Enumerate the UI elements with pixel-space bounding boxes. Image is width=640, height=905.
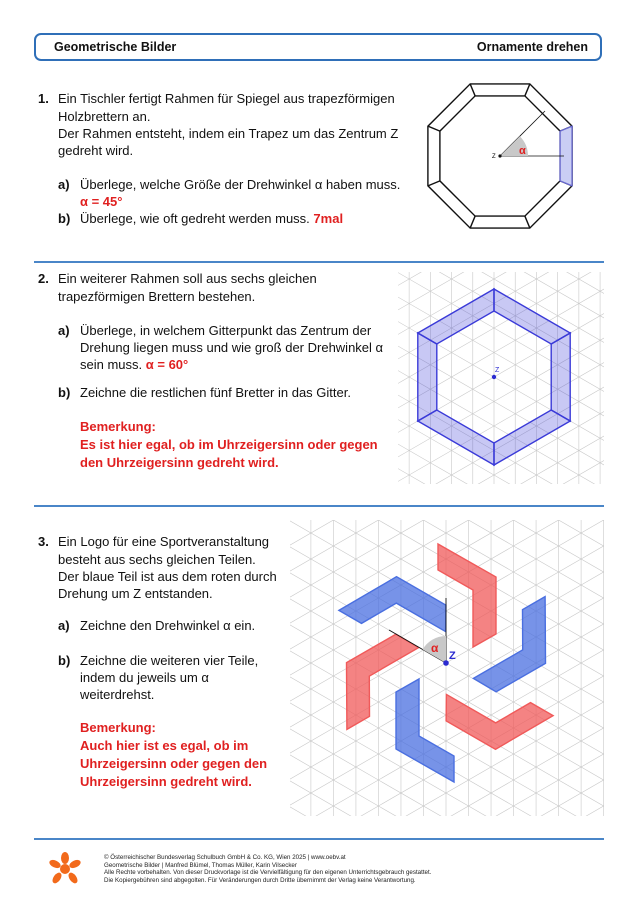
task3-line1: Ein Logo für eine Sportveranstaltung (58, 534, 270, 549)
task2a-answer: α = 60° (145, 357, 189, 372)
octagon-seam (428, 126, 440, 131)
footer-copyright (104, 854, 431, 884)
task3b-line3: weiterdrehst. (80, 687, 155, 702)
red-logo-part (446, 694, 553, 749)
task1a-label: a) (58, 177, 70, 192)
divider-1 (34, 261, 604, 263)
task1b-question: Überlege, wie oft gedreht werden muss. (80, 211, 310, 226)
angle-label: α (431, 641, 439, 655)
center-point (492, 375, 496, 379)
task3-remark-line1: Auch hier ist es egal, ob im (80, 738, 249, 753)
task2-remark-title: Bemerkung: (80, 419, 156, 434)
task2a-line2: Drehung liegen muss und wie groß der Drehwinkel α (80, 340, 384, 355)
octagon-frame-figure (424, 80, 584, 240)
task3-remark-line2: Uhrzeigersinn oder gegen den (80, 756, 268, 771)
octagon-seam (525, 216, 530, 228)
task3b-line2: indem du jeweils um α (80, 670, 209, 685)
frame-board (418, 333, 437, 421)
publisher-logo (48, 852, 82, 886)
task1a-answer: α = 45° (80, 194, 123, 209)
octagon-seam (428, 181, 440, 186)
divider-3 (34, 838, 604, 840)
task2a-line1: Überlege, in welchem Gitterpunkt das Zentrum der (80, 323, 372, 338)
task1-number: 1. (38, 91, 49, 106)
blue-logo-part (396, 679, 454, 782)
task1-line3: Der Rahmen entsteht, indem ein Trapez um das Zentrum Z (58, 126, 399, 141)
octagon-seam (470, 84, 475, 96)
center-label: Z (495, 367, 500, 374)
task1-line2: Holzbrettern an. (58, 109, 151, 124)
footer-line-3: Alle Rechte vorbehalten. Von dieser Druckvorlage ist die Vervielfältigung für den eigenen Unterrichtsgebrauch gestattet. (104, 869, 432, 877)
task1-line4: gedreht wird. (58, 143, 134, 158)
octagon-seam (470, 216, 475, 228)
task1a-text: Überlege, welche Größe der Drehwinkel α haben muss. (80, 177, 401, 192)
task3-line2: besteht aus sechs gleichen Teilen. (58, 552, 256, 567)
header-title-left: Geometrische Bilder (54, 40, 177, 54)
task2a-line3-text: sein muss. (80, 357, 143, 372)
task2-line2: trapezförmigen Brettern bestehen. (58, 289, 256, 304)
blue-logo-part (339, 577, 446, 632)
angle-label: α (519, 145, 526, 157)
divider-2 (34, 505, 604, 507)
center-label: Z (492, 154, 496, 160)
footer-line-4: Die Kopiergebühren sind abgegolten. Für Veränderungen durch Dritte übernimmt der Verlag keine Verantwortung. (104, 876, 416, 884)
task3-line4: Drehung um Z entstanden. (58, 586, 213, 601)
red-logo-part (438, 544, 496, 647)
footer-line-2: Geometrische Bilder | Manfred Blümel, Thomas Müller, Karin Vilsecker (104, 861, 297, 869)
task3-remark-title: Bemerkung: (80, 720, 156, 735)
task1-line1: Ein Tischler fertigt Rahmen für Spiegel aus trapezförmigen (58, 91, 395, 106)
header-title-right: Ornamente drehen (476, 40, 588, 54)
task3-remark-line3: Uhrzeigersinn gedreht wird. (80, 774, 252, 789)
task3-number: 3. (38, 534, 49, 549)
frame-board (551, 333, 570, 421)
task2-remark-line2: den Uhrzeigersinn gedreht wird. (80, 455, 279, 470)
task2-line1: Ein weiterer Rahmen soll aus sechs gleichen (58, 271, 317, 286)
center-point (498, 154, 501, 157)
task3-line3: Der blaue Teil ist aus dem roten durch (58, 569, 277, 584)
task3a-text: Zeichne den Drehwinkel α ein. (80, 618, 256, 633)
task2a-line3 (80, 356, 188, 374)
task2a-label: a) (58, 323, 70, 338)
task1b-label: b) (58, 211, 71, 226)
task1b-text (80, 210, 343, 228)
task2b-label: b) (58, 385, 71, 400)
task3b-label: b) (58, 653, 71, 668)
sport-logo-figure (290, 520, 604, 816)
task3a-label: a) (58, 618, 70, 633)
task2b-text: Zeichne die restlichen fünf Bretter in das Gitter. (80, 385, 351, 400)
octagon-seam (525, 84, 530, 96)
task2-remark-line1: Es ist hier egal, ob im Uhrzeigersinn oder gegen (80, 437, 378, 452)
center-point (443, 660, 449, 666)
page-header (34, 33, 602, 61)
task2-number: 2. (38, 271, 49, 286)
task1b-answer: 7mal (313, 211, 344, 226)
task3b-line1: Zeichne die weiteren vier Teile, (80, 653, 259, 668)
hexagon-frame-figure (398, 272, 604, 484)
center-label: Z (449, 650, 456, 662)
footer-line-1: © Österreichischer Bundesverlag Schulbuch GmbH & Co. KG, Wien 2025 | www.oebv.at (104, 854, 346, 861)
